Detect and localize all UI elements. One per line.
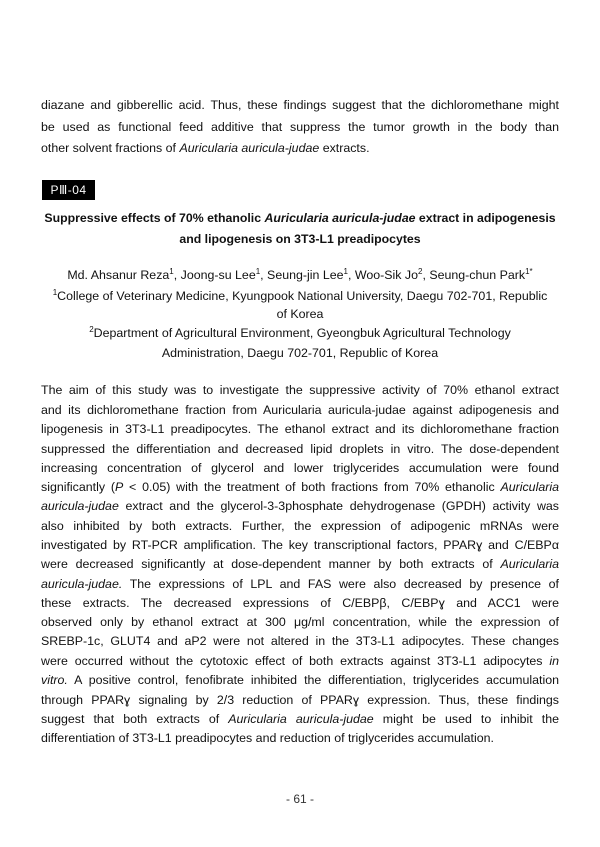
abstract-line: suggest that both extracts of Auricularia auricula-judae might be used to inhibit the bbox=[41, 712, 560, 726]
abstract-line: increasing concentration of glycerol and lower triglycerides accumulation were found bbox=[41, 461, 559, 475]
abstract-line: auricula-judae. The expressions of LPL and FAS were also decreased by presence of bbox=[41, 577, 559, 591]
session-label: PⅢ-04 bbox=[42, 180, 95, 200]
abstract-line: significantly (P < 0.05) with the treatment of both fractions from 70% ethanolic Auricularia bbox=[41, 480, 559, 494]
abstract-line: through PPARɣ signaling by 2/3 reduction of PPARɣ expression. Thus, these findings bbox=[41, 693, 559, 707]
intro-line: be used as functional feed additive that suppress the tumor growth in the body than bbox=[41, 120, 559, 134]
intro-line: other solvent fractions of Auricularia auricula-judae extracts. bbox=[41, 141, 370, 155]
affiliation: $^1$College of Veterinary Medicine, Kyungpook National University, Daegu 702-701, Republic bbox=[52, 288, 548, 303]
abstract-line: auricula-judae extract and the glycerol-3-3phosphate dehydrogenase (GPDH) activity was bbox=[41, 499, 559, 513]
abstract-line: The aim of this study was to investigate the suppressive activity of 70% ethanol extract bbox=[41, 383, 559, 397]
intro-line: diazane and gibberellic acid. Thus, these findings suggest that the dichloromethane might bbox=[41, 98, 559, 112]
paper-title: Suppressive effects of 70% ethanolic Auricularia auricula-judae extract in adipogenesis bbox=[44, 211, 556, 225]
abstract-line: suppressed the differentiation and decreased lipid droplets in vitro. The dose-dependent bbox=[41, 442, 559, 456]
abstract-line: investigated by RT-PCR amplification. The key transcriptional factors, PPARɣ and C/EBPα bbox=[41, 538, 559, 552]
abstract-line: vitro. A positive control, fenofibrate inhibited the differentiation, triglycerides accumulation bbox=[41, 673, 559, 687]
abstract-line: lipogenesis in 3T3-L1 preadipocytes. The ethanol extract and its dichloromethane fraction bbox=[41, 422, 559, 436]
affiliation: of Korea bbox=[276, 307, 324, 321]
abstract-line: also inhibited by both extracts. Further, the expression of adipogenic mRNAs were bbox=[41, 519, 559, 533]
abstract-line: were decreased significantly at dose-dependent manner by both extracts of Auricularia bbox=[41, 557, 559, 571]
author-list: Md. Ahsanur Reza$^1$, Joong-su Lee$^1$, Seung-jin Lee$^1$, Woo-Sik Jo$^2$, Seung-chun Park$^{1*}$ bbox=[67, 267, 533, 282]
abstract-line: observed only by ethanol extract at 300 μg/ml concentration, while the expression of bbox=[41, 615, 559, 629]
affiliation: Administration, Daegu 702-701, Republic of Korea bbox=[161, 346, 439, 360]
abstract-line: were occurred without the cytotoxic effect of both extracts against 3T3-L1 adipocytes in bbox=[41, 654, 559, 668]
affiliation: $^2$Department of Agricultural Environment, Gyeongbuk Agricultural Technology bbox=[89, 325, 511, 340]
abstract-line: and its dichloromethane fraction from Auricularia auricula-judae against adipogenesis and bbox=[41, 403, 559, 417]
paper-title: and lipogenesis on 3T3-L1 preadipocytes bbox=[179, 232, 421, 246]
abstract-line: SREBP-1c, GLUT4 and aP2 were not altered in the 3T3-L1 adipocytes. These changes bbox=[41, 634, 559, 648]
page-number: - 61 - bbox=[285, 792, 314, 806]
abstract-line: these extracts. The decreased expressions of C/EBPβ, C/EBPɣ and ACC1 were bbox=[41, 596, 559, 610]
abstract-line: differentiation of 3T3-L1 preadipocytes and reduction of triglycerides accumulation. bbox=[41, 731, 494, 745]
